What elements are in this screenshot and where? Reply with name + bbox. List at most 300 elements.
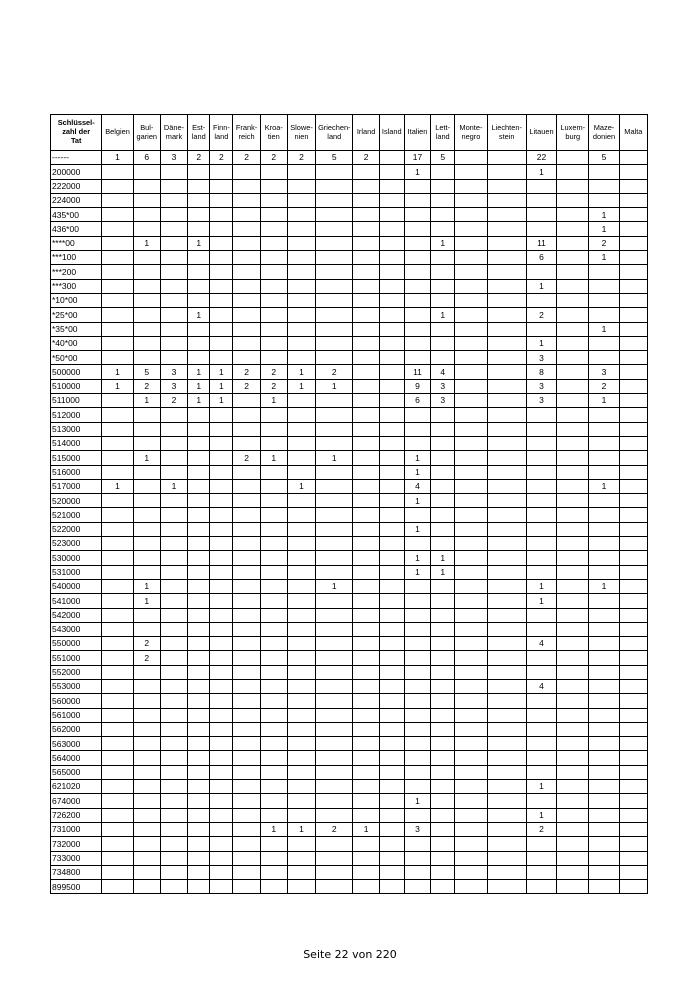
count-cell [188,765,210,779]
count-cell [233,737,260,751]
table-row [51,222,648,236]
count-cell [210,279,233,293]
count-cell [404,436,430,450]
count-cell [260,880,287,894]
count-cell [133,865,160,879]
count-cell [379,365,404,379]
count-cell [431,508,455,522]
key-cell: 565000 [51,765,102,779]
count-cell: 1 [287,365,315,379]
count-cell: 2 [589,236,619,250]
key-cell: 560000 [51,694,102,708]
count-cell [589,851,619,865]
count-cell [404,579,430,593]
count-cell [210,494,233,508]
count-cell [589,351,619,365]
count-cell [233,408,260,422]
count-cell: 2 [133,379,160,393]
count-cell [431,708,455,722]
count-cell [379,865,404,879]
count-cell [353,522,379,536]
count-cell [316,308,353,322]
key-cell: 899500 [51,880,102,894]
count-cell [133,622,160,636]
key-cell: 520000 [51,494,102,508]
count-cell [160,193,187,207]
count-cell: 1 [404,494,430,508]
count-cell [133,336,160,350]
count-cell [287,765,315,779]
count-cell [102,451,133,465]
count-cell: 3 [160,365,187,379]
count-cell: 2 [160,394,187,408]
count-cell [233,394,260,408]
count-cell [557,565,589,579]
count-cell [353,837,379,851]
count-cell [160,436,187,450]
count-cell [487,522,526,536]
count-cell [455,193,487,207]
key-cell: 516000 [51,465,102,479]
count-cell [526,451,556,465]
count-cell [102,780,133,794]
count-cell [353,193,379,207]
count-cell [188,179,210,193]
count-cell [455,251,487,265]
count-cell [316,436,353,450]
key-cell: 561000 [51,708,102,722]
count-cell [188,208,210,222]
count-cell: 6 [404,394,430,408]
count-cell [160,780,187,794]
count-cell [619,436,647,450]
key-cell: 435*00 [51,208,102,222]
count-cell [557,822,589,836]
count-cell [353,422,379,436]
count-cell [526,265,556,279]
count-cell: 1 [260,394,287,408]
count-cell [287,451,315,465]
count-cell [455,765,487,779]
count-cell [557,336,589,350]
count-cell [557,651,589,665]
count-cell [287,851,315,865]
count-cell [102,193,133,207]
count-cell [287,322,315,336]
column-header-country: Frank- reich [233,115,260,151]
count-cell [133,880,160,894]
count-cell [260,465,287,479]
count-cell: 1 [431,551,455,565]
count-cell [210,579,233,593]
count-cell [557,479,589,493]
count-cell [404,279,430,293]
count-cell [102,522,133,536]
count-cell [102,508,133,522]
count-cell [102,308,133,322]
count-cell [188,622,210,636]
count-cell [188,737,210,751]
table-row [51,408,648,422]
count-cell [260,251,287,265]
count-cell [210,408,233,422]
count-cell [404,322,430,336]
count-cell [188,251,210,265]
count-cell [431,179,455,193]
count-cell: 6 [526,251,556,265]
count-cell [487,851,526,865]
count-cell [233,751,260,765]
count-cell [260,722,287,736]
count-cell [160,322,187,336]
count-cell [160,622,187,636]
count-cell: 1 [102,479,133,493]
count-cell [160,265,187,279]
count-cell [379,422,404,436]
count-cell [287,708,315,722]
count-cell [188,451,210,465]
count-cell [431,608,455,622]
count-cell [353,537,379,551]
count-cell [526,651,556,665]
count-cell [102,422,133,436]
count-cell [379,537,404,551]
count-cell [487,165,526,179]
count-cell: 1 [210,379,233,393]
count-cell [160,679,187,693]
count-cell [210,479,233,493]
count-cell [133,665,160,679]
count-cell [619,208,647,222]
count-cell [160,279,187,293]
count-cell [353,494,379,508]
table-row [51,365,648,379]
key-cell: 530000 [51,551,102,565]
count-cell [233,479,260,493]
count-cell [487,722,526,736]
count-cell [431,622,455,636]
count-cell [210,222,233,236]
count-cell [102,708,133,722]
count-cell [260,179,287,193]
count-cell: 11 [404,365,430,379]
count-cell [133,179,160,193]
count-cell [431,579,455,593]
key-cell: ***100 [51,251,102,265]
table-row [51,608,648,622]
count-cell: 2 [526,822,556,836]
count-cell [133,722,160,736]
count-cell [160,336,187,350]
column-header-country: Maze- donien [589,115,619,151]
count-cell [557,751,589,765]
count-cell [353,451,379,465]
table-row [51,794,648,808]
count-cell [455,708,487,722]
count-cell [379,336,404,350]
count-cell [287,336,315,350]
count-cell [455,865,487,879]
count-cell [431,265,455,279]
key-cell: 224000 [51,193,102,207]
count-cell [379,408,404,422]
count-cell [619,665,647,679]
count-cell [455,651,487,665]
count-cell [133,808,160,822]
table-row [51,436,648,450]
count-cell [160,822,187,836]
count-cell: 4 [404,479,430,493]
count-cell: 1 [287,479,315,493]
table-row [51,465,648,479]
count-cell [233,579,260,593]
count-cell [487,794,526,808]
count-cell [487,408,526,422]
count-cell [353,236,379,250]
count-cell [431,808,455,822]
count-cell [379,479,404,493]
count-cell [260,408,287,422]
count-cell [404,308,430,322]
count-cell [260,422,287,436]
count-cell: 17 [404,151,430,165]
count-cell [160,522,187,536]
count-cell [102,394,133,408]
count-cell [455,265,487,279]
count-cell [210,694,233,708]
count-cell [455,537,487,551]
count-cell [316,651,353,665]
count-cell [431,293,455,307]
count-cell [557,551,589,565]
count-cell [619,494,647,508]
count-cell [188,708,210,722]
count-cell [102,322,133,336]
count-cell [316,880,353,894]
table-row [51,551,648,565]
count-cell [133,279,160,293]
count-cell [287,436,315,450]
count-cell: 6 [133,151,160,165]
count-cell [619,765,647,779]
count-cell [160,308,187,322]
count-cell [233,179,260,193]
count-cell [455,293,487,307]
count-cell [233,622,260,636]
page-number-footer: Seite 22 von 220 [303,948,397,961]
count-cell: 1 [431,236,455,250]
count-cell [233,293,260,307]
count-cell [188,351,210,365]
count-cell [233,794,260,808]
count-cell [316,565,353,579]
count-cell: 1 [160,479,187,493]
count-cell: 1 [188,394,210,408]
count-cell [379,322,404,336]
count-cell [210,880,233,894]
count-cell [233,722,260,736]
count-cell [619,293,647,307]
count-cell: 22 [526,151,556,165]
count-cell [233,336,260,350]
count-cell [589,522,619,536]
count-cell: 2 [233,379,260,393]
count-cell [619,722,647,736]
count-cell: 1 [133,451,160,465]
count-cell [210,822,233,836]
count-cell [287,265,315,279]
count-cell [431,637,455,651]
count-cell [404,780,430,794]
count-cell [102,436,133,450]
count-cell [188,780,210,794]
count-cell [455,594,487,608]
count-cell [160,351,187,365]
count-cell [287,751,315,765]
count-cell [487,737,526,751]
count-cell [557,236,589,250]
count-cell [379,151,404,165]
count-cell [526,608,556,622]
count-cell [188,651,210,665]
count-cell [526,880,556,894]
count-cell [619,279,647,293]
count-cell [526,765,556,779]
count-cell [133,522,160,536]
count-cell [487,608,526,622]
count-cell: 2 [260,151,287,165]
count-cell [287,679,315,693]
count-cell [431,422,455,436]
count-cell [487,622,526,636]
count-cell [487,637,526,651]
column-header-country: Island [379,115,404,151]
count-cell [260,208,287,222]
count-cell [260,222,287,236]
count-cell [455,522,487,536]
count-cell [404,694,430,708]
count-cell [557,808,589,822]
count-cell [188,837,210,851]
count-cell [133,193,160,207]
table-row [51,808,648,822]
count-cell [431,865,455,879]
count-cell [210,179,233,193]
count-cell: 2 [233,451,260,465]
count-cell [133,208,160,222]
count-cell [379,494,404,508]
count-cell [379,165,404,179]
count-cell [210,708,233,722]
key-cell: 552000 [51,665,102,679]
count-cell [379,251,404,265]
count-cell [287,579,315,593]
count-cell [455,751,487,765]
count-cell [487,837,526,851]
count-cell [353,165,379,179]
count-cell [188,722,210,736]
count-cell [260,694,287,708]
count-cell: 5 [589,151,619,165]
count-cell [487,780,526,794]
count-cell [455,351,487,365]
column-header-country: Liechten- stein [487,115,526,151]
count-cell [316,193,353,207]
count-cell [589,179,619,193]
count-cell [379,751,404,765]
count-cell [589,494,619,508]
count-cell [133,737,160,751]
count-cell [287,165,315,179]
count-cell [557,765,589,779]
count-cell [526,293,556,307]
count-cell [287,808,315,822]
count-cell: 11 [526,236,556,250]
count-cell [260,293,287,307]
column-header-country: Belgien [102,115,133,151]
count-cell [404,737,430,751]
count-cell [455,408,487,422]
count-cell [404,193,430,207]
count-cell [379,193,404,207]
count-cell [233,608,260,622]
count-cell [316,522,353,536]
key-cell: 517000 [51,479,102,493]
count-cell [353,251,379,265]
count-cell: 3 [526,351,556,365]
count-cell: 5 [431,151,455,165]
count-cell [487,479,526,493]
count-cell [233,780,260,794]
key-cell: 531000 [51,565,102,579]
count-cell [589,794,619,808]
count-cell [404,208,430,222]
count-cell [353,293,379,307]
count-cell: 1 [316,451,353,465]
count-cell [287,837,315,851]
count-cell [188,293,210,307]
count-cell [404,351,430,365]
count-cell [619,308,647,322]
count-cell [210,451,233,465]
table-row [51,379,648,393]
count-cell [102,465,133,479]
count-cell [557,622,589,636]
count-cell: 1 [316,579,353,593]
table-row [51,394,648,408]
count-cell [133,479,160,493]
count-cell [160,537,187,551]
count-cell [316,737,353,751]
count-cell [589,651,619,665]
count-cell [487,293,526,307]
count-cell [353,508,379,522]
count-cell [287,637,315,651]
count-cell [526,436,556,450]
count-cell [557,451,589,465]
count-cell [526,322,556,336]
count-cell [210,422,233,436]
count-cell [287,565,315,579]
count-cell [589,765,619,779]
count-cell [526,694,556,708]
count-cell: 1 [589,322,619,336]
count-cell [379,608,404,622]
count-cell [102,551,133,565]
count-cell [487,379,526,393]
count-cell [133,765,160,779]
count-cell [589,293,619,307]
